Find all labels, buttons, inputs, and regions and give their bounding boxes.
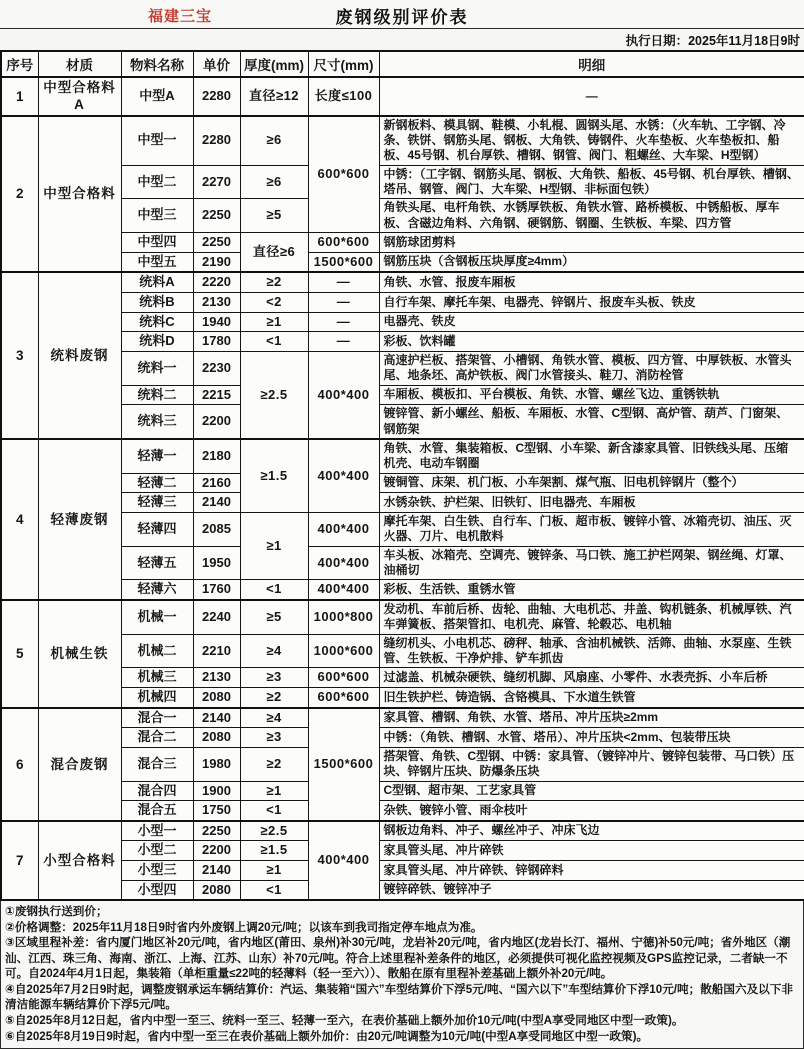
detail-cell: 彩板、饮料罐 (379, 332, 804, 352)
detail-cell: 新钢板料、模具钢、鞋模、小轧棍、圆钢头尾、水锈：（火车轨、工字钢、冷条、铁饼、钢筋头尾、钢板、大角铁、铸钢件、火车垫板、火车垫板扣、船板、45号钢、机台厚铁、槽钢、钢管、阀门、粗螺丝、大车梁、H型钢） (379, 116, 804, 166)
page-header (0, 0, 804, 29)
column-header-5: 厚度(mm) (240, 51, 308, 77)
serial-cell: 2 (1, 116, 38, 273)
serial-cell: 3 (1, 272, 38, 439)
size-cell: 400*400 (308, 351, 379, 439)
price-cell: 2080 (193, 687, 240, 707)
table-row (1, 272, 804, 292)
footnote-4: ④自2025年7月2日9时起，调整废钢承运车辆结算价：汽运、集装箱“国六”车型结算价下浮5元/吨、“国六以下”车型结算价下浮10元/吨；散船国六及以下非清洁能源车辆结算价下浮5元/吨。 (5, 982, 793, 1012)
price-cell: 2250 (193, 233, 240, 253)
size-cell: 600*600 (308, 233, 379, 253)
material-cell: 机械生铁 (38, 600, 121, 708)
item-name-cell: 中型二 (121, 165, 193, 199)
column-header-4: 单价 (193, 51, 240, 77)
table-row (1, 801, 804, 821)
table-row (1, 493, 804, 513)
table-row (1, 861, 804, 881)
thickness-cell: ≥6 (240, 116, 308, 166)
thickness-cell: ≥1.5 (240, 841, 308, 861)
detail-cell: 角铁、水管、集装箱板、C型钢、小车梁、新含漆家具管、旧铁线头尾、压缩机壳、电动车钢圈 (379, 439, 804, 473)
size-cell: 长度≤100 (308, 77, 379, 116)
thickness-cell: ≥2.5 (240, 351, 308, 439)
thickness-cell: <1 (240, 332, 308, 352)
table-row (1, 199, 804, 233)
detail-cell: 车厢板、模板扣、平台模板、角铁、水管、螺丝飞边、重锈铁轨 (379, 385, 804, 405)
table-row (1, 687, 804, 707)
table-row (1, 512, 804, 546)
detail-cell: 高速护栏板、搭架管、小槽钢、角铁水管、模板、四方管、中厚铁板、水管头尾、地条坯、高炉铁板、阀门水管接头、鞋刀、消防栓管 (379, 351, 804, 385)
item-name-cell: 小型三 (121, 861, 193, 881)
item-name-cell: 中型一 (121, 116, 193, 166)
item-name-cell: 轻薄五 (121, 546, 193, 580)
table-row (1, 385, 804, 405)
thickness-cell: ≥5 (240, 600, 308, 634)
footnote-3: ③区域里程补差：省内厦门地区补20元/吨，省内地区(莆田、泉州)补30元/吨，龙岩补20元/吨，省内地区(龙岩长汀、福州、宁德)补50元/吨；省外地区（潮汕、江西、珠三角、海南、浙江、上海、江苏、山东）补70元/吨。符合上述里程补差条件的地区，必须提供可视化监控视频及GPS监控记录，二者缺一不可。自2024年4月1日起，集装箱（单柜重量≤22吨的轻薄料（轻一至六））、散船在原有里程补差基础上额外补20元/吨。 (5, 936, 791, 981)
detail-cell: 搭架管、角铁、C型钢、中锈：家具管、（镀锌冲片、镀锌包装带、马口铁）压块、锌钢片压块、防爆条压块 (379, 747, 804, 781)
table-row (1, 600, 804, 634)
size-cell: 1000*600 (308, 634, 379, 668)
table-row (1, 233, 804, 253)
thickness-cell: ≥2 (240, 687, 308, 707)
thickness-cell: <1 (240, 801, 308, 821)
item-name-cell: 轻薄四 (121, 512, 193, 546)
detail-cell: 过滤盖、机械杂硬铁、缝纫机脚、风扇座、小零件、水表壳拆、小车后桥 (379, 668, 804, 688)
material-cell: 中型合格料 (38, 116, 121, 273)
price-cell: 2140 (193, 708, 240, 728)
table-row (1, 439, 804, 473)
thickness-cell: ≥4 (240, 634, 308, 668)
thickness-cell: ≥1 (240, 781, 308, 801)
table-row (1, 634, 804, 668)
detail-cell: 家具管、槽钢、角铁、水管、塔吊、冲片压块≥2mm (379, 708, 804, 728)
item-name-cell: 统料D (121, 332, 193, 352)
detail-cell: — (379, 77, 804, 116)
detail-cell: 角铁、水管、报废车厢板 (379, 272, 804, 292)
material-cell: 轻薄废钢 (38, 439, 121, 600)
material-cell: 小型合格料 (38, 821, 121, 901)
table-row (1, 747, 804, 781)
table-row (1, 405, 804, 439)
detail-cell: 钢板边角料、冲子、螺丝冲子、冲床飞边 (379, 821, 804, 841)
price-cell: 1760 (193, 580, 240, 600)
item-name-cell: 机械一 (121, 600, 193, 634)
detail-cell: 车头板、冰箱壳、空调壳、镀锌条、马口铁、施工护栏网架、钢丝绳、灯罩、油桶切 (379, 546, 804, 580)
table-row (1, 165, 804, 199)
price-cell: 2280 (193, 116, 240, 166)
thickness-cell: ≥6 (240, 165, 308, 199)
price-cell: 2200 (193, 405, 240, 439)
thickness-cell: ≥2.5 (240, 821, 308, 841)
table-row (1, 841, 804, 861)
size-cell: 1000*800 (308, 600, 379, 634)
item-name-cell: 统料B (121, 292, 193, 312)
table-row (1, 821, 804, 841)
table-row (1, 546, 804, 580)
table-row (1, 332, 804, 352)
detail-cell: 家具管头尾、冲片碎铁 (379, 841, 804, 861)
price-cell: 2140 (193, 861, 240, 881)
thickness-cell: ≥1 (240, 512, 308, 579)
item-name-cell: 混合四 (121, 781, 193, 801)
size-cell: 600*600 (308, 687, 379, 707)
thickness-cell: ≥2 (240, 747, 308, 781)
price-cell: 2180 (193, 439, 240, 473)
item-name-cell: 中型四 (121, 233, 193, 253)
price-cell: 1780 (193, 332, 240, 352)
size-cell: 400*400 (308, 439, 379, 512)
column-header-3: 物料名称 (121, 51, 193, 77)
table-row (1, 781, 804, 801)
item-name-cell: 小型二 (121, 841, 193, 861)
price-cell: 1750 (193, 801, 240, 821)
item-name-cell: 混合三 (121, 747, 193, 781)
detail-cell: 旧生铁护栏、铸造锅、含铬模具、下水道生铁管 (379, 687, 804, 707)
table-row (1, 351, 804, 385)
size-cell: 400*400 (308, 580, 379, 600)
price-cell: 1900 (193, 781, 240, 801)
table-header (1, 51, 804, 77)
size-cell: 400*400 (308, 512, 379, 546)
thickness-cell: <2 (240, 292, 308, 312)
item-name-cell: 轻薄三 (121, 493, 193, 513)
detail-cell: 镀锌管、新小螺丝、船板、车厢板、水管、C型钢、高炉管、葫芦、门窗架、钢筋架 (379, 405, 804, 439)
price-cell: 2130 (193, 292, 240, 312)
column-header-1: 序号 (1, 51, 38, 77)
detail-cell: 中锈：（角铁、槽钢、水管、塔吊）、冲片压块<2mm、包装带压块 (379, 728, 804, 748)
item-name-cell: 小型一 (121, 821, 193, 841)
item-name-cell: 机械三 (121, 668, 193, 688)
detail-cell: 彩板、生活铁、重锈水管 (379, 580, 804, 600)
table-row (1, 708, 804, 728)
detail-cell: 角铁头尾、电杆角铁、水锈厚铁板、角铁水管、路桥模板、中锈船板、厚车板、含磁边角料、六角钢、硬钢筋、钢圈、生铁板、车梁、四方管 (379, 199, 804, 233)
detail-cell: 缝纫机头、小电机芯、磅秤、轴承、含油机械铁、活筛、曲轴、水泵座、生铁管、生铁板、干净炉排、铲车抓齿 (379, 634, 804, 668)
item-name-cell: 统料A (121, 272, 193, 292)
thickness-cell: <1 (240, 580, 308, 600)
thickness-cell: ≥1 (240, 312, 308, 332)
price-cell: 2240 (193, 600, 240, 634)
thickness-cell: ≥3 (240, 728, 308, 748)
footnote-2: ②价格调整：2025年11月18日9时省内外废钢上调20元/吨；以该车到我司指定停车地点为准。 (5, 920, 483, 934)
table-row (1, 252, 804, 272)
price-cell: 2230 (193, 351, 240, 385)
item-name-cell: 统料二 (121, 385, 193, 405)
table-row (1, 668, 804, 688)
item-name-cell: 中型五 (121, 252, 193, 272)
item-name-cell: 统料一 (121, 351, 193, 385)
footnotes (0, 901, 804, 1049)
thickness-cell: <1 (240, 880, 308, 900)
table-row (1, 312, 804, 332)
thickness-cell: ≥3 (240, 668, 308, 688)
detail-cell: 自行车架、摩托车架、电器壳、锌钢片、报废车头板、铁皮 (379, 292, 804, 312)
thickness-cell: 直径≥12 (240, 77, 308, 116)
material-cell: 混合废钢 (38, 708, 121, 821)
detail-cell: 家具管头尾、冲片碎铁、锌钢碎料 (379, 861, 804, 881)
price-cell: 2080 (193, 728, 240, 748)
serial-cell: 5 (1, 600, 38, 708)
size-cell: 400*400 (308, 821, 379, 901)
size-cell: — (308, 332, 379, 352)
price-cell: 2200 (193, 841, 240, 861)
header-row (1, 51, 804, 77)
thickness-cell: ≥2 (240, 272, 308, 292)
size-cell: — (308, 272, 379, 292)
detail-cell: 杂铁、镀锌小管、雨伞枝叶 (379, 801, 804, 821)
size-cell: 1500*600 (308, 252, 379, 272)
detail-cell: 中锈：（工字钢、钢筋头尾、钢板、大角铁、船板、45号钢、机台厚铁、槽钢、塔吊、钢管、阀门、大车梁、H型钢、非标面包铁） (379, 165, 804, 199)
detail-cell: 摩托车架、白生铁、自行车、门板、超市板、镀锌小管、冰箱壳切、油压、灭火器、刀片、电机散料 (379, 512, 804, 546)
detail-cell: 水锈杂铁、护栏架、旧铁钉、旧电器壳、车厢板 (379, 493, 804, 513)
column-header-7: 明细 (379, 51, 804, 77)
item-name-cell: 统料三 (121, 405, 193, 439)
serial-cell: 4 (1, 439, 38, 600)
detail-cell: C型钢、超市架、工艺家具管 (379, 781, 804, 801)
table-row (1, 292, 804, 312)
serial-cell: 6 (1, 708, 38, 821)
item-name-cell: 轻薄二 (121, 473, 193, 493)
size-cell: 400*400 (308, 546, 379, 580)
price-cell: 2085 (193, 512, 240, 546)
table-row (1, 880, 804, 900)
serial-cell: 7 (1, 821, 38, 901)
size-cell: — (308, 312, 379, 332)
detail-cell: 电器壳、铁皮 (379, 312, 804, 332)
material-cell: 统料废钢 (38, 272, 121, 439)
price-cell: 2140 (193, 493, 240, 513)
size-cell: 600*600 (308, 116, 379, 233)
item-name-cell: 混合一 (121, 708, 193, 728)
item-name-cell: 小型四 (121, 880, 193, 900)
price-cell: 1950 (193, 546, 240, 580)
thickness-cell: ≥4 (240, 708, 308, 728)
column-header-2: 材质 (38, 51, 121, 77)
price-cell: 2250 (193, 821, 240, 841)
price-cell: 2270 (193, 165, 240, 199)
page-title: 废钢级别评价表 (335, 8, 469, 27)
table-row (1, 116, 804, 166)
price-table-body (1, 77, 804, 900)
detail-cell: 镀铜管、床架、机门板、小车架割、煤气瓶、旧电机锌钢片（整个） (379, 473, 804, 493)
price-cell: 2160 (193, 473, 240, 493)
price-cell: 2215 (193, 385, 240, 405)
item-name-cell: 中型三 (121, 199, 193, 233)
thickness-cell: ≥1.5 (240, 439, 308, 512)
price-cell: 2280 (193, 77, 240, 116)
price-table (0, 50, 804, 901)
item-name-cell: 机械二 (121, 634, 193, 668)
item-name-cell: 机械四 (121, 687, 193, 707)
table-row (1, 473, 804, 493)
price-cell: 1980 (193, 747, 240, 781)
footnote-6: ⑥自2025年8月19日9时起，省内中型一至三在表价基础上额外加价：由20元/吨调整为10元/吨(中型A享受同地区中型一政策)。 (5, 1029, 649, 1043)
thickness-cell: 直径≥6 (240, 233, 308, 273)
item-name-cell: 中型A (121, 77, 193, 116)
thickness-cell: ≥5 (240, 199, 308, 233)
item-name-cell: 轻薄六 (121, 580, 193, 600)
detail-cell: 镀锌碎铁、镀锌冲子 (379, 880, 804, 900)
footnote-5: ⑤自2025年8月12日起，省内中型一至三、统料一至三、轻薄一至六，在表价基础上额外加价10元/吨(中型A享受同地区中型一政策)。 (5, 1014, 684, 1028)
item-name-cell: 混合二 (121, 728, 193, 748)
item-name-cell: 混合五 (121, 801, 193, 821)
size-cell: 1500*600 (308, 708, 379, 821)
detail-cell: 钢筋球团剪料 (379, 233, 804, 253)
table-row (1, 580, 804, 600)
price-cell: 1940 (193, 312, 240, 332)
item-name-cell: 轻薄一 (121, 439, 193, 473)
material-cell: 中型合格料A (38, 77, 121, 116)
detail-cell: 钢筋压块（含钢板压块厚度≥4mm） (379, 252, 804, 272)
thickness-cell: ≥1 (240, 861, 308, 881)
price-cell: 2130 (193, 668, 240, 688)
price-cell: 2210 (193, 634, 240, 668)
exec-date: 执行日期：2025年11月18日9时 (625, 34, 800, 48)
serial-cell: 1 (1, 77, 38, 116)
price-cell: 2250 (193, 199, 240, 233)
table-row (1, 77, 804, 116)
price-cell: 2220 (193, 272, 240, 292)
size-cell: — (308, 292, 379, 312)
brand-text: 福建三宝 (148, 8, 213, 25)
footnote-1: ①废钢执行送到价； (5, 905, 108, 919)
table-row (1, 728, 804, 748)
size-cell: 600*600 (308, 668, 379, 688)
price-cell: 2190 (193, 252, 240, 272)
detail-cell: 发动机、车前后桥、齿轮、曲轴、大电机芯、井盖、钩机链条、机械厚铁、汽车弹簧板、搭架管扣、电机壳、麻管、轮毂芯、电机轴 (379, 600, 804, 634)
item-name-cell: 统料C (121, 312, 193, 332)
column-header-6: 尺寸(mm) (308, 51, 379, 77)
price-cell: 2080 (193, 880, 240, 900)
